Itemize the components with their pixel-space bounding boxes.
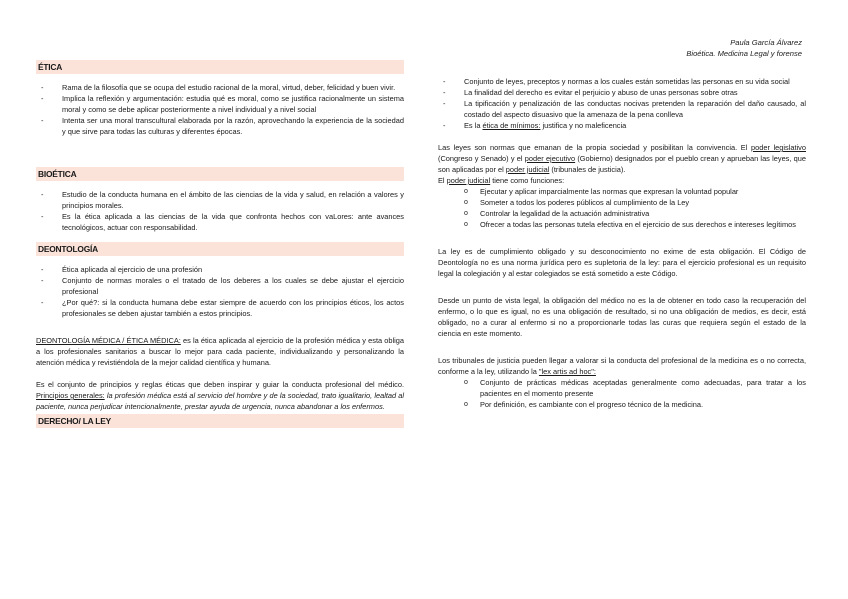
list-item: o Conjunto de prácticas médicas aceptadas generalmente como adecuadas, para tratar a los pacientes en el momento presente: [480, 377, 806, 399]
tribunales-paragraph: Los tribunales de justicia pueden llegar a valorar si la conducta del profesional de la medicina es o no correcta, conforme a la ley, utilizando la "lex artis ad hoc":: [438, 356, 806, 376]
list-item: o Ofrecer a todas las personas tutela efectiva en el ejercicio de sus derechos e intereses legítimos: [480, 219, 806, 230]
deontologia-medica-term: DEONTOLOGÍA MÉDICA / ÉTICA MÉDICA:: [36, 336, 181, 345]
list-item: - Es la ética de mínimos: justifica y no maleficencia: [464, 120, 806, 131]
principios-paragraph: Es el conjunto de principios y reglas éticas que deben inspirar y guiar la conducta profesional del médico. Principios generales: la profesión médica está al servicio del hombre y de la sociedad, trato igualitario, lealtad al paciente, nunca perjudicar intencionalmente, prestar ayuda de urgencia, nunca abandonar a los enfermos.: [36, 380, 405, 411]
list-item: - Ética aplicada al ejercicio de una profesión: [62, 264, 404, 275]
list-item: - Conjunto de leyes, preceptos y normas a los cuales están sometidas las personas en su vida social: [464, 76, 806, 87]
list-item: o Por definición, es cambiante con el progreso técnico de la medicina.: [480, 399, 806, 410]
list-item: o Someter a todos los poderes públicos al cumplimiento de la Ley: [480, 197, 806, 208]
poder-ejecutivo-term: poder ejecutivo: [524, 154, 576, 163]
header-author: Paula García Álvarez: [730, 38, 802, 47]
list-item: o Ejecutar y aplicar imparcialmente las normas que expresan la voluntad popular: [480, 186, 806, 197]
etica-de-minimos-term: ética de mínimos:: [482, 121, 541, 130]
derecho-list: [438, 76, 806, 131]
list-item: - Intenta ser una moral transcultural elaborada por la razón, aprovechando la experiencia de la sociedad y que sirve para todas las culturas y diferentes épocas.: [62, 115, 404, 137]
list-item: o Controlar la legalidad de la actuación administrativa: [480, 208, 806, 219]
bioetica-list: [36, 189, 404, 233]
left-column: [36, 60, 404, 436]
heading-derecho: DERECHO/ LA LEY: [36, 414, 404, 428]
poder-judicial-term: poder judicial: [505, 165, 550, 174]
lex-artis-term: "lex artis ad hoc":: [538, 367, 596, 376]
list-item: - Estudio de la conducta humana en el ámbito de las ciencias de la vida y salud, en relación a valores y principios morales.: [62, 189, 404, 211]
cumplimiento-paragraph: La ley es de cumplimiento obligado y su desconocimiento no exime de esta obligación. El Código de Deontología no es una norma jurídica pero es supletoria de la ley: para el ejercicio profesional es un requisito legal la colegiación y al estar colegiados se está sometido a este Código.: [438, 247, 806, 278]
heading-deontologia: DEONTOLOGÍA: [36, 242, 404, 256]
lex-artis-list: [438, 377, 806, 410]
list-item: - La finalidad del derecho es evitar el perjuicio y abuso de unas personas sobre otras: [464, 87, 806, 98]
principios-generales-term: Principios generales:: [36, 391, 105, 400]
deontologia-medica-paragraph: DEONTOLOGÍA MÉDICA / ÉTICA MÉDICA: es la ética aplicada al ejercicio de la profesión médica y esta obliga a los profesionales sanitarios a buscar lo mejor para cada paciente, individualizando y personalizando la atención médica y revistiéndola de la mejor calidad científica y humana.: [36, 336, 404, 367]
header-subject: Bioética. Medicina Legal y forense: [686, 49, 802, 58]
deontologia-list: [36, 264, 404, 319]
etica-list: [36, 82, 404, 137]
functions-list: [438, 186, 806, 230]
obligacion-paragraph: Desde un punto de vista legal, la obligación del médico no es la de obtener en todo caso la recuperación del enfermo, o lo que es igual, no es una obligación de resultado, si no una obligación de medios, es decir, está obligado, no a curar al enfermo si no a proporcionarle todas las curas que requiera según el estado de la ciencia en este momento.: [438, 296, 806, 338]
heading-bioetica: BIOÉTICA: [36, 167, 404, 181]
list-item: - Es la ética aplicada a las ciencias de la vida que confronta hechos con vaLores: ante avances tecnológicos, actuar con responsabilidad.: [62, 211, 404, 233]
right-column: [438, 76, 806, 410]
poder-judicial-paragraph: El poder judicial tiene como funciones:: [438, 176, 565, 185]
page-header: [686, 37, 802, 59]
list-item: - Rama de la filosofía que se ocupa del estudio racional de la moral, virtud, deber, felicidad y buen vivir.: [62, 82, 404, 93]
list-item: - La tipificación y penalización de las conductas nocivas pretenden la reparación del daño causado, al costado del aspecto disuasivo que la amenaza de la pena conlleva: [464, 98, 806, 120]
list-item: - Conjunto de normas morales o el tratado de los deberes a los cuales se debe ajustar el ejercicio profesional: [62, 275, 404, 297]
leyes-paragraph: Las leyes son normas que emanan de la propia sociedad y posibilitan la convivencia. El poder legislativo (Congreso y Senado) y el poder ejecutivo (Gobierno) designados por el pueblo crean y aprueban las leyes, que son aplicadas por el poder judicial (tribunales de justicia).: [438, 143, 806, 174]
poder-judicial-term-2: poder judicial: [446, 176, 491, 185]
list-item: - Implica la reflexión y argumentación: estudia qué es moral, como se justifica racionalmente un sistema moral y como se debe aplicar posteriormente a nivel individual y a nivel social: [62, 93, 404, 115]
heading-etica: ÉTICA: [36, 60, 404, 74]
poder-legislativo-term: poder legislativo: [751, 143, 806, 152]
list-item: - ¿Por qué?: si la conducta humana debe estar siempre de acuerdo con los principios éticos, los actos profesionales se deben ajustar también a estos principios.: [62, 297, 404, 319]
